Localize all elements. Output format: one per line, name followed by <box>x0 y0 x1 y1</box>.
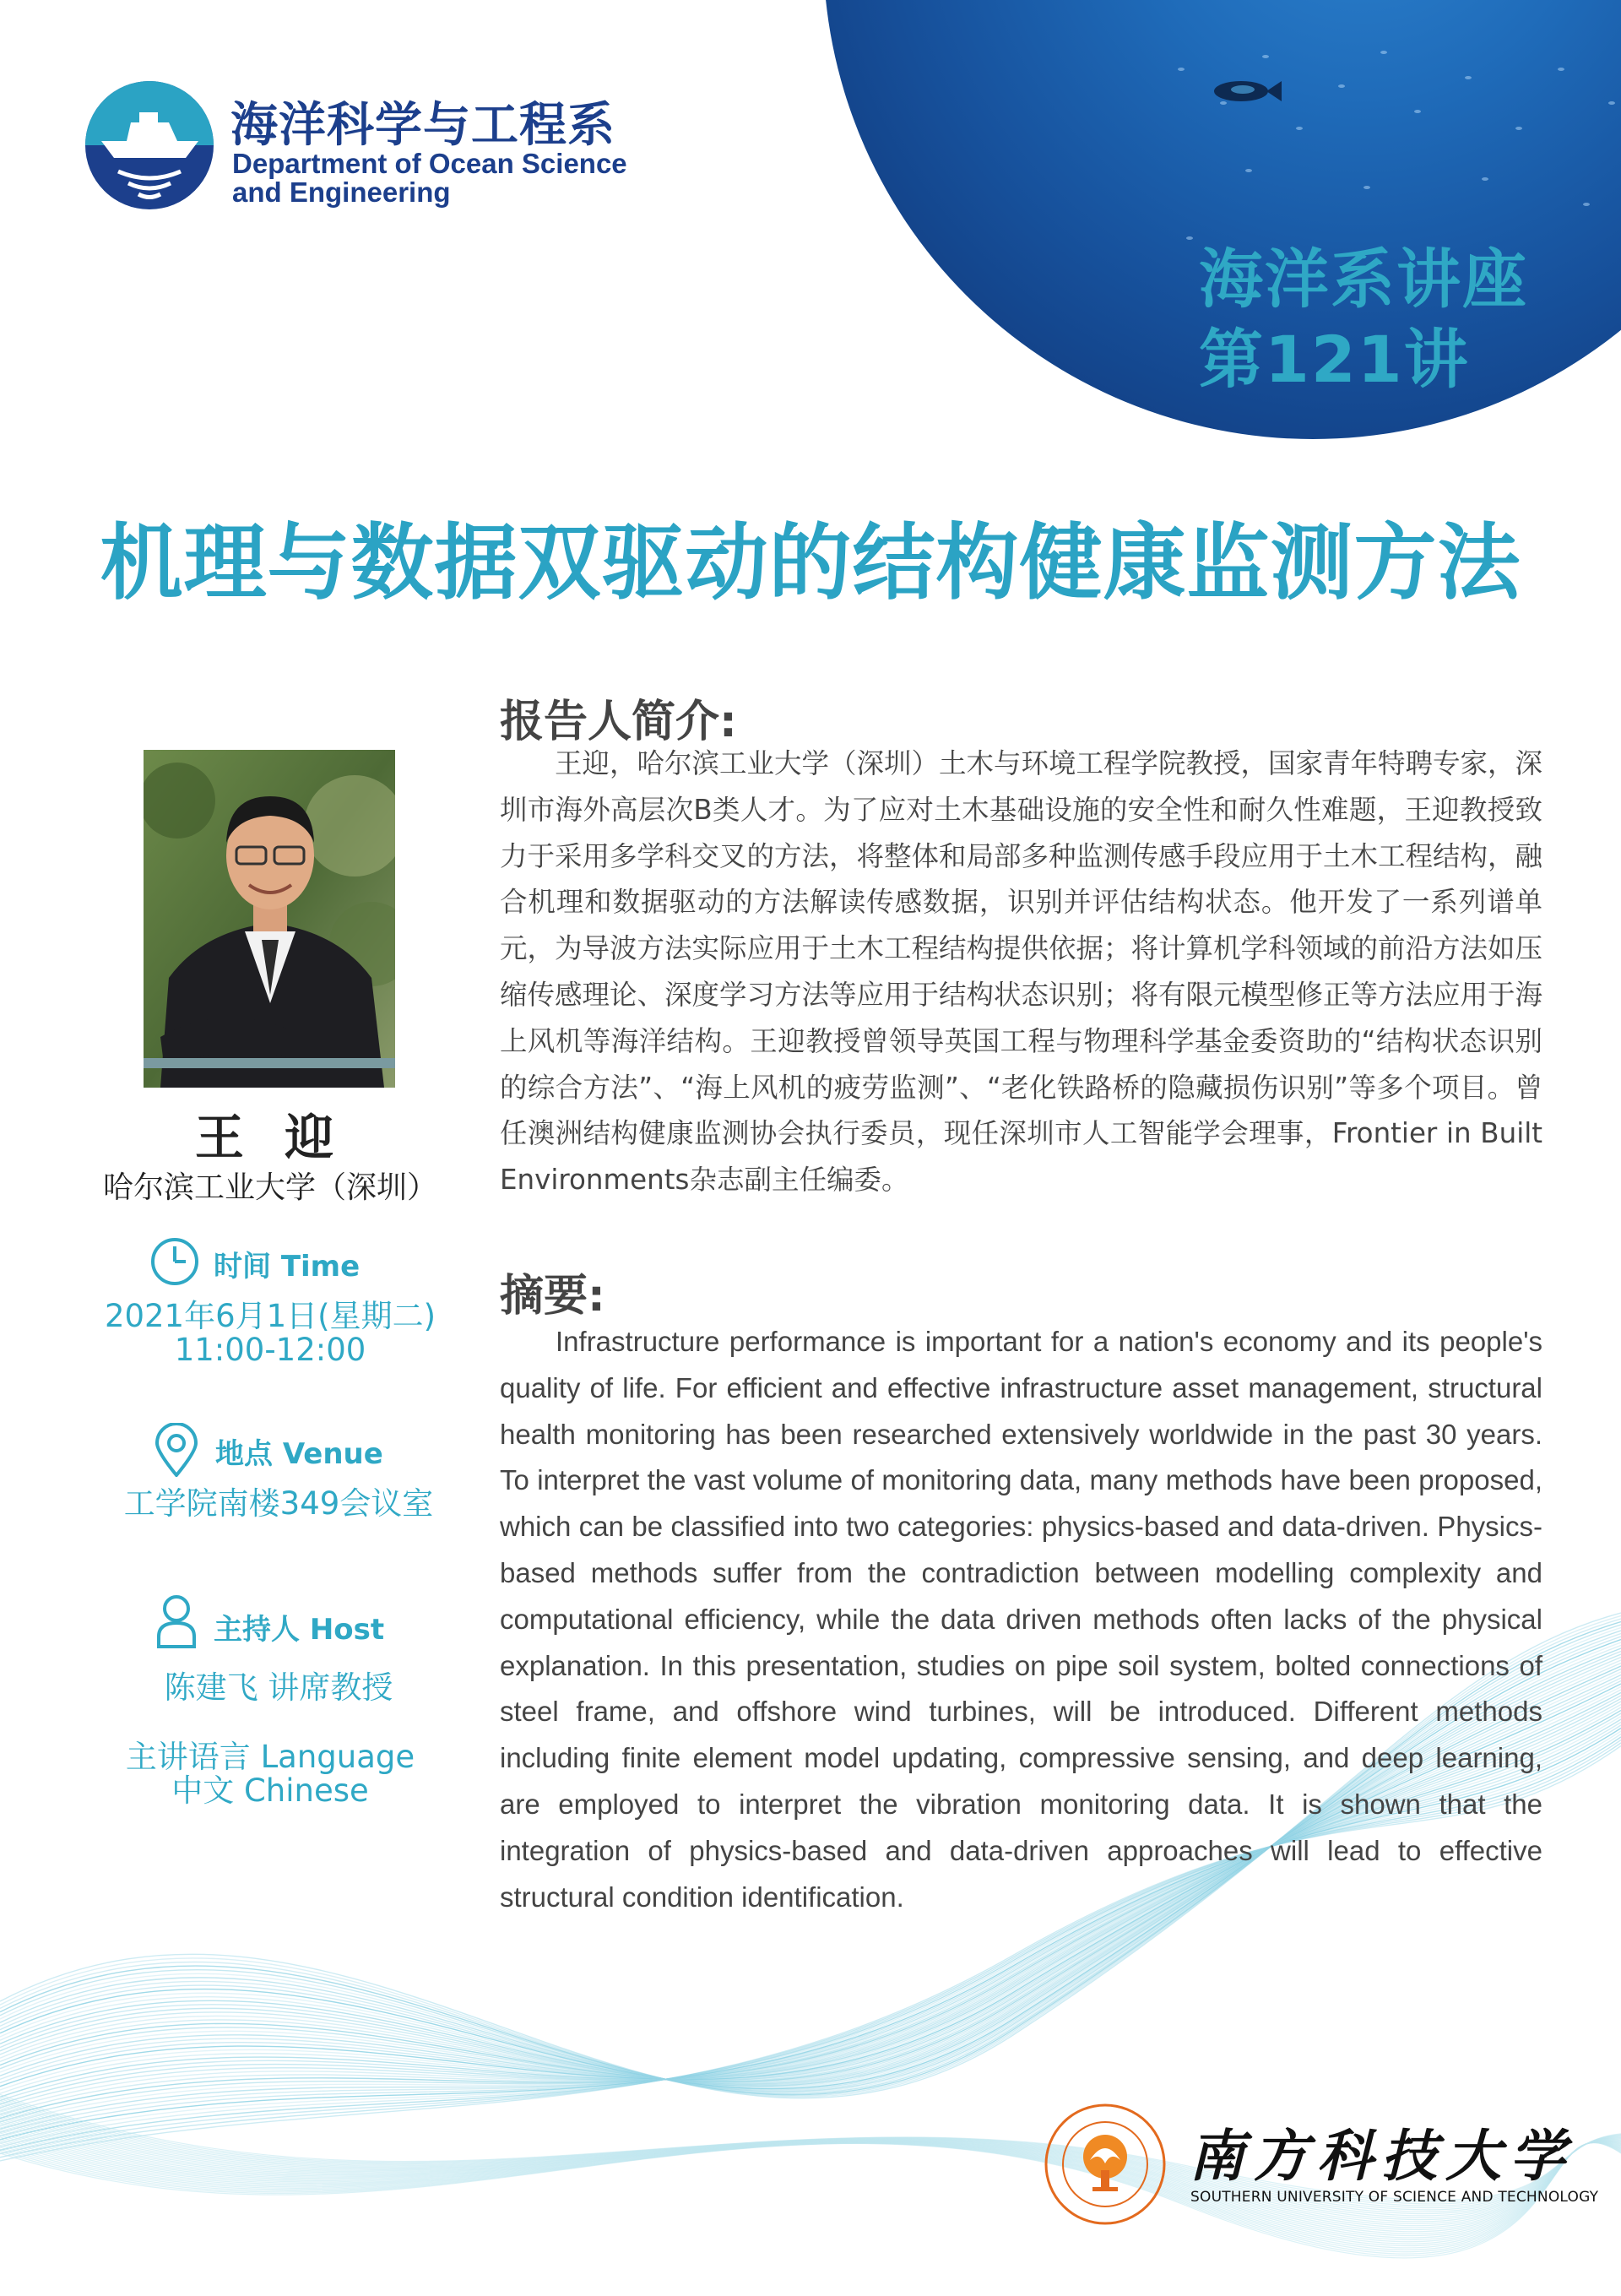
department-name-en: Department of Ocean Science <box>232 148 627 179</box>
host-label: 主持人 Host <box>214 1613 385 1647</box>
venue-label: 地点 Venue <box>215 1437 383 1471</box>
department-name-cn: 海洋科学与工程系 <box>230 98 615 153</box>
venue-value: 工学院南楼349会议室 <box>123 1485 434 1522</box>
university-name-en: SOUTHERN UNIVERSITY OF SCIENCE AND TECHNOLOGY <box>1190 2189 1599 2206</box>
abstract-heading: 摘要: <box>500 1271 605 1322</box>
time-label: 时间 Time <box>214 1250 361 1284</box>
university-emblem-icon <box>1044 2103 1167 2226</box>
location-pin-icon <box>152 1423 201 1477</box>
bio-heading: 报告人简介: <box>500 697 737 747</box>
date-value: 2021年6月1日(星期二) <box>104 1298 436 1334</box>
university-name-cn: 南方科技大学 <box>1189 2123 1574 2189</box>
speaker-affiliation: 哈尔滨工业大学（深圳） <box>102 1170 437 1205</box>
lecture-number: 第121讲 <box>1199 322 1470 397</box>
host-value: 陈建飞 讲席教授 <box>164 1669 393 1706</box>
abstract-text: Infrastructure performance is important for a nation's economy and its people's quality of life. For efficient and effective infrastructure asset management, structural health monitoring has been researched extensively worldwide in the past 30 years. To interpret the vast volume of monitoring data, many methods have been proposed, which can be classified into two categories: physics-based and data-driven. Physics-based methods suffer from the contradiction between modelling complexity and computational efficiency, while the data driven methods often lacks of the physical explanation. In this presentation, studies on pipe soil system, bolted connections of steel frame, and offshore wind turbines, will be introduced. Different methods including finite element model updating, compressive sensing, and deep learning, are employed to interpret the vibration monitoring data. It is shown that the integration of physics-based and data-driven approaches will lead to effective structural condition identification. <box>500 1326 1542 1913</box>
department-name-en-line2: and Engineering <box>232 176 451 208</box>
clock-icon <box>150 1235 199 1289</box>
speaker-photo <box>144 750 395 1088</box>
language-label: 主讲语言 Language <box>125 1739 415 1775</box>
ship-logo-icon <box>84 80 215 211</box>
lecture-series-name: 海洋系讲座 <box>1199 242 1528 317</box>
time-value: 11:00-12:00 <box>174 1332 366 1368</box>
lecture-title: 机理与数据双驱动的结构健康监测方法 <box>100 515 1521 611</box>
fish-icon <box>1207 74 1283 108</box>
bio-text: 王迎，哈尔滨工业大学（深圳）土木与环境工程学院教授，国家青年特聘专家，深圳市海外高层次B类人才。为了应对土木基础设施的安全性和耐久性难题，王迎教授致力于采用多学科交叉的方法，将整体和局部多种监测传感手段应用于土木工程结构，融合机理和数据驱动的方法解读传感数据，识别并评估结构状态。他开发了一系列谱单元，为导波方法实际应用于土木工程结构提供依据；将计算机学科领域的前沿方法如压缩传感理论、深度学习方法等应用于结构状态识别；将有限元模型修正等方法应用于海上风机等海洋结构。王迎教授曾领导英国工程与物理科学基金委资助的“结构状态识别的综合方法”、“海上风机的疲劳监测”、“老化铁路桥的隐藏损伤识别”等多个项目。曾任澳洲结构健康监测协会执行委员，现任深圳市人工智能学会理事，Frontier in Built Environments杂志副主任编委。 <box>500 747 1543 1197</box>
speaker-name: 王 迎 <box>194 1109 346 1166</box>
language-value: 中文 Chinese <box>171 1772 369 1809</box>
